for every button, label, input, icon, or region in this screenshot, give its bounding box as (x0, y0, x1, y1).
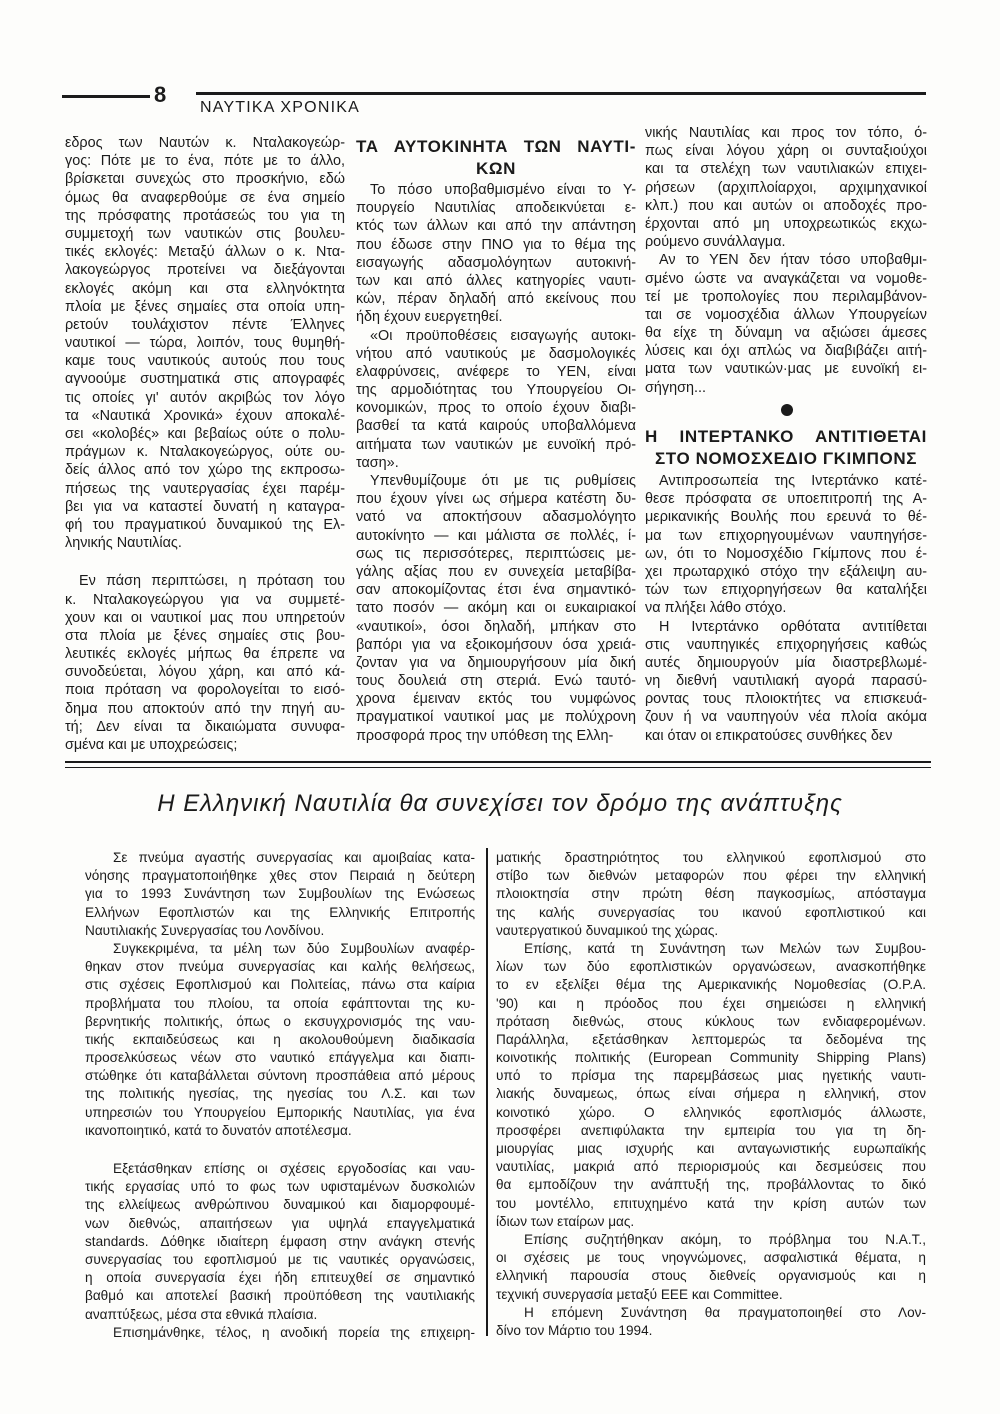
text-line: υπό το πρίσμα της παρεμβάσεως μιας ηγετικής ναυτι- (496, 1068, 926, 1084)
text-line: ελαφρύνσεις, ανέφερε το ΥΕΝ, είναι (356, 363, 636, 380)
paragraph (356, 327, 636, 473)
text-line: της πολιτικής ηγεσίας, της ηγεσίας του Λ.Σ. και των (85, 1086, 475, 1102)
text-line: Αν το ΥΕΝ δεν ήταν τόσο υποβαθμι- (659, 252, 927, 269)
text-line: ίδιων των εταίρων μας. (496, 1213, 635, 1229)
text-line: standards. Δόθηκε ιδιαίτερη έμφαση στην ανάγκη στενής (85, 1233, 475, 1249)
text-line: εισαγωγής αδασμολόγητων αυτοκινή- (356, 254, 636, 271)
text-line: φή του πραγματικού δυναμικού της Ελ- (65, 516, 345, 533)
text-line: βαπόρι για να εξοικομήσουν όσα χρειά- (356, 636, 636, 653)
text-line: το εν εξελίξει θέμα της Αμερικανικής Νομοθεσίας (O.P.A. (496, 977, 926, 993)
text-line: σήγηση... (645, 379, 706, 396)
text-line: ικανοποιητικό, κατά το δυνατόν αποτέλεσμα. (85, 1122, 352, 1138)
text-line: ποια πρόταση να φορολογείται το εισό- (65, 682, 345, 699)
text-line: της ελλείψεως ανθρώπινου δυναμικού και διαμορφουμέ- (85, 1197, 475, 1213)
text-line: συνεργασίας του εφοπλισμού με τις ναυτικές οργανώσεις, (85, 1251, 475, 1267)
text-line: κτός των άλλων και από την απάντηση (356, 218, 636, 235)
heading-line: Η ΙΝΤΕΡΤΑΝΚΟ ΑΝΤΙΤΙΘΕΤΑΙ (645, 427, 927, 446)
text-line: θα εμποδίζουν την ανάπτυξή της, προβάλλοντας το δικό (496, 1177, 926, 1193)
text-line: χει πρωταρχικό στόχο την εξάλειψη αυ- (645, 563, 927, 580)
text-line: υπηρεσιών του Υπουργείου Εμπορικής Ναυτιλίας, για ένα (85, 1104, 475, 1120)
text-line: πραγματικοί ναυτικοί μας με πολύχρονη (356, 709, 636, 726)
text-line: τατο ποσόν — ακόμη και οι ευκαιριακοί (356, 600, 636, 617)
text-line: ήδη έχουν ευεργετηθεί. (356, 309, 503, 326)
text-line: Ναυτιλιακής Συνεργασίας του Λονδίνου. (85, 922, 325, 938)
text-line: προσελκύσεως νέων στο ναυτικό επάγγελμα και διαπι- (85, 1050, 475, 1066)
page-number: 8 (154, 82, 167, 107)
text-line: νατό να αποκτήσουν αδασμολόγητο (356, 509, 636, 526)
text-line: λίων των δύο εφοπλιστικών οργανώσεων, ανασκοπήθηκε (496, 959, 926, 975)
text-line: θεσε πρόσφατα σε υποεπιτροπή της Α- (645, 491, 927, 508)
heading-line: ΚΩΝ (476, 158, 516, 178)
text-line: '90) και η πρόοδος που έχει σημειώσει η ελληνική (496, 995, 926, 1011)
text-line: τεί με τροπολογίες που περιλαμβάνον- (645, 288, 927, 305)
text-line: τεχνική συνεργασία μεταξύ ΕΕΕ και Committee. (496, 1286, 783, 1302)
text-line: ματα των ναυτικών·μας με ευνοϊκή ει- (645, 361, 927, 378)
text-line: θα είχε τη δύναμη να αξιώσει άμεσες (645, 325, 927, 342)
text-line: Υπενθυμίζουμε ότι με τις ρυθμίσεις (370, 473, 636, 489)
text-line: αναπτύξεως, μέσα στα εθνικά πλαίσια. (85, 1306, 318, 1322)
text-line: ζονταν για να δημιουργήσουν μία δική (356, 654, 636, 671)
header-rule-right (196, 92, 926, 95)
text-line: συνοδεύεται, λόγου χάρη, και από κά- (65, 664, 345, 681)
text-line: Επίσης συζητήθηκαν ακόμη, το πρόβλημα του N.A.T., (524, 1231, 926, 1247)
text-line: Ελλήνων Εφοπλιστών και της Ελληνικής Επιτροπής (85, 904, 475, 920)
paragraph (85, 1324, 475, 1342)
text-line: θηκαν στον πνεύμα συνεργασίας και καλής θελήσεως, (85, 959, 475, 975)
text-line: δείς άλλος από τον χώρο της εκπροσω- (65, 462, 345, 479)
text-line: τών των επιχορηγήσεων θα καταλήξει (645, 582, 927, 599)
text-line: αυτοκίνητο — και μάλιστα σε πολλές, ί- (356, 527, 636, 544)
text-line: εκλογές ακόμη και στα ελληνόκτητα (65, 280, 345, 297)
text-line: στις σχέσεις Εφοπλισμού και Πολιτείας, πάνω στα καίρια (85, 977, 475, 993)
text-line: προσφέρει ανεπιφύλακτα την εμπειρία του για τη δη- (496, 1122, 926, 1138)
text-line: έρχονται από μη υποχρεωτικώς εκχω- (645, 215, 927, 232)
text-line: ταση». (356, 454, 399, 471)
text-line: ναυτιλίας, μακριά από περιορισμούς και δεσμεύσεις που (496, 1159, 926, 1175)
text-line: ζουν ή να ναυπηγούν νέα πλοία ακόμα (645, 709, 927, 726)
text-line: Συγκεκριμένα, τα μέλη των δύο Συμβουλίων αναφέρ- (113, 940, 475, 956)
text-line: κονομικών, προς το οποίο έχουν διαβι- (356, 400, 636, 417)
column-3-article-continued (645, 124, 927, 397)
text-line: δίνο τον Μάρτιο του 1994. (496, 1322, 653, 1338)
text-line: ρούμενο συνάλλαγμα. (645, 234, 786, 251)
text-line: γος: Πότε με το ένα, πότε με το άλλο, (65, 153, 345, 170)
text-line: χρονα έμειναν εκτός του νυμφώνος (356, 691, 636, 708)
column-2-article (356, 181, 636, 745)
text-line: χουν και οι ναυτικοί μας που υπηρετούν (65, 609, 345, 626)
text-line: πλοιοκτησία στην πρώτη θέση παγκοσμίως, απόσταγμα (496, 886, 926, 902)
text-line: τικές εκλογές: Μεταξύ άλλων ο κ. Ντα- (65, 244, 345, 261)
paragraph (356, 181, 636, 327)
paragraph (85, 849, 475, 940)
text-line: Εξετάσθηκαν επίσης οι σχέσεις εργοδοσίας και ναυ- (113, 1161, 475, 1176)
text-line: μα των επιχορηγουμένων ναυπηγήσε- (645, 527, 927, 544)
separator-bullet-icon (781, 404, 793, 416)
section-divider-thick (65, 761, 931, 763)
text-line: ρετούν τουλάχιστον πέντε Έλληνες (65, 316, 345, 333)
article-headline: Η Ελληνική Ναυτιλία θα συνεχίσει τον δρόμο της ανάπτυξης (157, 790, 843, 817)
text-line: που έδωσε στην ΠΝΟ για το θέμα της (356, 236, 636, 253)
text-line: γάλης αξίας που εν συνεχεία μεταβίβα- (356, 563, 636, 580)
text-line: ροντας τους πλοιοκτήτες να επισκευά- (645, 691, 927, 708)
text-line: δημα που αποκτούν από την πηγή αυ- (65, 700, 345, 717)
text-line: κοινοτικής πολιτικής (European Community Shipping Plans) (496, 1050, 926, 1066)
text-line: του μοντέλλο, επιτυχημένο κατά την κρίση αυτών των (496, 1195, 926, 1211)
text-line: Επίσης, κατά τη Συνάντηση των Μελών των Συμβου- (524, 940, 926, 956)
text-line: Παράλληλα, εξετάσθηκαν λεπτομερώς τα δεδομένα της (496, 1031, 926, 1047)
text-line: ναυτικοί — τώρα, λοιπόν, τους θυμηθή- (65, 335, 345, 352)
text-line: «Οι προϋποθέσεις εισαγωγής αυτοκι- (370, 327, 636, 344)
text-line: Το πόσο υποβαθμισμένο είναι το Υ- (370, 182, 636, 198)
text-line: μερικανικής Βουλής που ερευνά το θέ- (645, 509, 927, 526)
text-line: τους δουλειά στη στεριά. Ενώ ταυτό- (356, 673, 636, 690)
paragraph (645, 124, 927, 251)
column-3-article-intertanko (645, 472, 927, 745)
text-line: βρίσκεται συνεχώς στο προσκήνιο, εδώ (65, 171, 345, 188)
text-line: Η Ιντερτάνκο ορθότατα αντιτίθεται (659, 618, 927, 635)
text-line: νων διεθνώς, απαιτήσεων για υψηλά επαγγελματικά (85, 1215, 475, 1231)
text-line: τις οποίες γι' αυτόν ακριβώς τον λόγο (65, 389, 345, 406)
publication-name: ΝΑΥΤΙΚΑ ΧΡΟΝΙΚΑ (200, 99, 360, 116)
paragraph (645, 472, 927, 618)
paragraph (85, 940, 475, 1140)
text-line: οι σχέσεις με τους νηογνώμονες, ασφαλιστικά θέματα, η (496, 1250, 926, 1266)
text-line: σει «κολοβές» και βεβαίως ούτε ο πολυ- (65, 426, 345, 442)
text-line: σμένο ώστε να αναγκάζεται να νομοθε- (645, 270, 927, 287)
text-line: στίβο των διεθνών μεταφορών που φέρει την ελληνική (496, 868, 926, 884)
text-line: εδρος των Ναυτών κ. Νταλακογεώρ- (65, 135, 345, 151)
text-line: για το 1993 Συνάντηση των Συμβουλίων της Ενώσεως (85, 886, 475, 902)
text-line: καμε τους ναυτικούς αυτούς που τους (65, 353, 345, 370)
article-heading-cars (356, 136, 636, 179)
paragraph (496, 940, 926, 1231)
text-line: στις ναυπηγικές επιχορηγήσεις καθώς (645, 636, 927, 653)
text-line: μιουργίας μιας ισχυρής και ανταγωνιστικής ευρωπαϊκής (496, 1141, 926, 1156)
text-line: ων, ότι το Νομοσχέδιο Γκίμπονς που έ- (645, 545, 927, 562)
text-line: της πρόσφατης προτάσεώς του για τη (65, 207, 345, 224)
paragraph (645, 251, 927, 397)
text-line: Επισημάνθηκε, τέλος, η ανοδική πορεία της επιχειρη- (113, 1324, 475, 1340)
text-line: νόησης πραγματοποιήθηκε χθες στον Πειραιά η δεύτερη (85, 868, 475, 884)
text-line: βασθεί τα κατά καιρούς υποβαλλόμενα (356, 418, 636, 435)
bottom-article-left-column (85, 849, 475, 1342)
text-line: αγνοούμε συστηματικά στις απογραφές (65, 371, 345, 388)
column-divider-vertical (486, 848, 488, 1336)
text-line: πουργείο Ναυτιλίας αποδεικνύεται ε- (356, 200, 636, 217)
text-line: σμένα και με υποχρεώσεις; (65, 737, 238, 753)
text-line: ελληνική παρουσία στους διεθνείς οργανισμούς και η (496, 1268, 926, 1284)
text-line: ται σε νομοσχέδια άλλων Υπουργείων (645, 306, 927, 323)
text-line: πως είναι λόγου χάρη οι συνταξιούχοι (645, 143, 927, 160)
heading-line: ΣΤΟ ΝΟΜΟΣΧΕΔΙΟ ΓΚΙΜΠΟΝΣ (654, 448, 918, 468)
text-line: λευτικές εκλογές μήπως θα έπρεπε να (65, 646, 345, 663)
text-line: και τα στελέχη των ναυτιλιακών επιχει- (645, 161, 927, 178)
text-line: όμως θα αναφερθούμε σε ένα σημείο (65, 189, 345, 206)
bottom-article-right-column (496, 849, 926, 1340)
text-line: σως τις περισσότερες, περιπτώσεις με- (356, 545, 636, 562)
paragraph (645, 618, 927, 745)
text-line: τικής εκπαιδεύσεως και η ακολουθούμενη διαδικασία (85, 1031, 475, 1047)
text-line: κών, πέραν δηλαδή από εκείνους που (356, 291, 636, 308)
text-line: ματικής δραστηριότητος του ελληνικού εφοπλισμού στο (496, 850, 926, 865)
paragraph (65, 572, 345, 754)
text-line: Η επόμενη Συνάντηση θα πραγματοποιηθεί στο Λον- (524, 1304, 926, 1320)
text-line: κοινοτικό χώρο. Ο ελληνικός εφοπλισμός άλλωστε, (496, 1104, 926, 1120)
text-line: να πλήξει λάθο στόχο. (645, 600, 787, 617)
text-line: Εν πάση περιπτώσει, η πρόταση του (79, 573, 345, 590)
text-line: πράγμων κ. Νταλακογεώργος, ούτε ου- (65, 444, 345, 461)
text-line: νικής Ναυτιλίας και προς τον τόπο, ό- (645, 125, 927, 141)
column-1-article (65, 134, 345, 754)
text-line: τικής εργασίας υπό το φως των υφισταμένων δυσκολιών (85, 1179, 475, 1195)
text-line: «ναυτικοί», όσοι δηλαδή, μπήκαν στο (356, 618, 636, 635)
header-rule-left (62, 95, 150, 98)
text-line: Αντιπροσωπεία της Ιντερτάνκο κατέ- (659, 473, 927, 489)
text-line: πρόταση διεθνώς, στους κύκλους των ενδιαφερομένων. (496, 1013, 926, 1029)
text-line: λύσεις και όχι απλώς να διαβιβάζει αιτή- (645, 343, 927, 360)
text-line: προβλήματα του πλοίου, τα οποία εφάπτονται της κυ- (85, 995, 475, 1011)
text-line: κλπ.) που και αυτών οι αποδοχές προ- (645, 197, 927, 214)
text-line: τή; Δεν είναι τα δικαιώματα συνυφα- (65, 718, 345, 735)
section-divider-thin (65, 767, 931, 768)
text-line: που έχουν γίνει ως σήμερα κατέστη δυ- (356, 491, 636, 508)
heading-line: ΤΑ ΑΥΤΟΚΙΝΗΤΑ ΤΩΝ ΝΑΥΤΙ- (356, 137, 636, 156)
text-line: βαθμό και αποτελεί βασική προϋπόθεση της ναυτιλιακής (85, 1288, 475, 1304)
text-line: Σε πνεύμα αγαστής συνεργασίας και αμοιβαίας κατα- (113, 850, 475, 865)
text-line: ρήσεων (αρχιπλοίαρχοι, αρχιμηχανικοί (645, 179, 927, 196)
text-line: στα πλοία με ξένες σημαίες στις βου- (65, 627, 345, 644)
article-heading-intertanko (645, 426, 927, 469)
text-line: πλοία με ξένες σημαίες στα οποία υπη- (65, 298, 345, 315)
paragraph (356, 472, 636, 745)
text-line: λακογεώργος προτείνει να διεξάγονται (65, 262, 345, 279)
text-line: ληνικής Ναυτιλίας. (65, 535, 182, 552)
text-line: σαν αποκομίζοντας έτσι ένα σημαντικό- (356, 582, 636, 599)
text-line: στώθηκε ότι καταβάλλεται σύντονη προσπάθεια από μέρους (85, 1068, 475, 1084)
paragraph (496, 1231, 926, 1304)
text-line: συμμετοχή των ναυτικών στις βουλευ- (65, 225, 345, 242)
text-line: των και από άλλες κατηγορίες ναυτι- (356, 272, 636, 289)
text-line: λιακής δυναμεως, όπως είναι σήμερα η ελληνική, στον (496, 1086, 926, 1102)
paragraph (496, 1304, 926, 1340)
text-line: αυτές δημιουργούν μία διαστρεβλωμέ- (645, 654, 927, 671)
text-line: νη διεθνή ναυτιλιακή αγορά παρασύ- (645, 673, 927, 690)
text-line: κ. Νταλακογεώργου για να συμμετέ- (65, 591, 345, 608)
text-line: της αρμοδιότητας του Υπουργείου Οι- (356, 382, 636, 399)
text-line: η οποία συνεργασία έχει ήδη επιτευχθεί σε σημαντικό (85, 1270, 475, 1286)
text-line: βει για να καταστεί δυνατή η καταγρα- (65, 498, 345, 515)
text-line: της καλής συνεργασίας του ικανού εφοπλιστικού και (496, 904, 926, 920)
text-line: τα «Ναυτικά Χρονικά» έχουν αποκαλέ- (65, 407, 345, 424)
text-line: αιτήματα των ναυτικών με ευνοϊκή πρό- (356, 436, 636, 453)
text-line: και όταν οι επικρατούσες συνθήκες δεν (645, 727, 893, 744)
paragraph (85, 1160, 475, 1324)
text-line: νήτου από ναυτικούς με δασμολογικές (356, 345, 636, 362)
paragraph (496, 849, 926, 940)
paragraph (65, 134, 345, 552)
text-line: ναυτεργατικού δυναμικού της χώρας. (496, 922, 719, 938)
text-line: βερνητικής πολιτικής, όπως ο εκσυγχρονισμός της ναυ- (85, 1013, 475, 1029)
text-line: προσφορά προς την υπόθεση της Ελλη- (356, 727, 614, 744)
text-line: πήσεως της ναυτεργασίας έχει παρέμ- (65, 480, 345, 497)
